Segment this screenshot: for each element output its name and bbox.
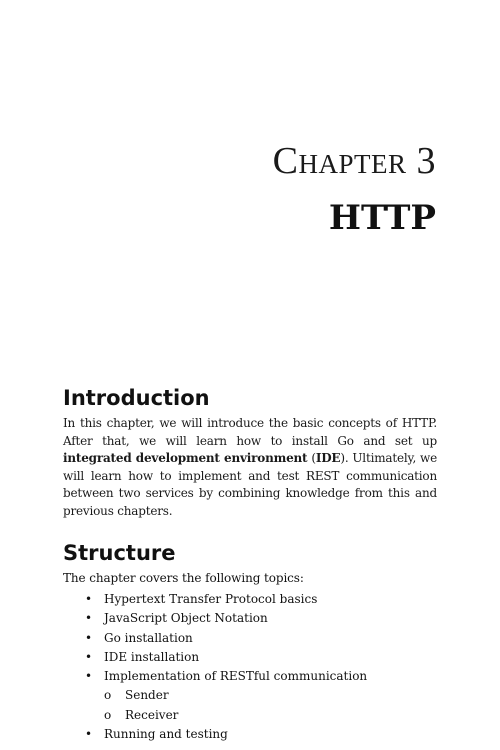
- sub-bullet-marker: o: [104, 707, 112, 722]
- introduction-heading: Introduction: [63, 386, 210, 410]
- intro-text-2: (: [307, 451, 316, 465]
- chapter-title: HTTP: [328, 198, 436, 238]
- sub-list-item: [104, 686, 437, 705]
- intro-bold-abbr: IDE: [315, 451, 341, 465]
- list-item: • Go installation: [63, 629, 437, 648]
- intro-text-3: ). Ultimately, we will learn how to implement and test REST communication between two services by combining knowledge from this and previous chapters.: [63, 451, 437, 518]
- structure-intro: The chapter covers the following topics:: [63, 571, 304, 585]
- list-item-label: Implementation of RESTful communication: [104, 669, 368, 684]
- sub-list-item-label: Receiver: [125, 707, 179, 722]
- chapter-number: Chapter 3: [272, 140, 436, 182]
- list-item: • JavaScript Object Notation: [63, 609, 437, 628]
- subtopic-list: [104, 686, 437, 725]
- list-item: • Hypertext Transfer Protocol basics: [63, 590, 437, 609]
- sub-bullet-marker: o: [104, 688, 112, 703]
- sub-list-item-label: Sender: [125, 688, 169, 703]
- intro-text-1: In this chapter, we will introduce the basic concepts of HTTP. After that, we will learn how to install Go and set up: [63, 416, 437, 448]
- topic-list: [63, 590, 437, 744]
- intro-bold-term: integrated development environment: [63, 451, 308, 465]
- list-item: • IDE installation: [63, 648, 437, 667]
- structure-heading: Structure: [63, 541, 176, 565]
- page-body: [63, 384, 437, 744]
- introduction-paragraph: [63, 415, 437, 520]
- list-item: [63, 667, 437, 725]
- list-item: • Running and testing: [63, 725, 437, 744]
- sub-list-item: [104, 706, 437, 725]
